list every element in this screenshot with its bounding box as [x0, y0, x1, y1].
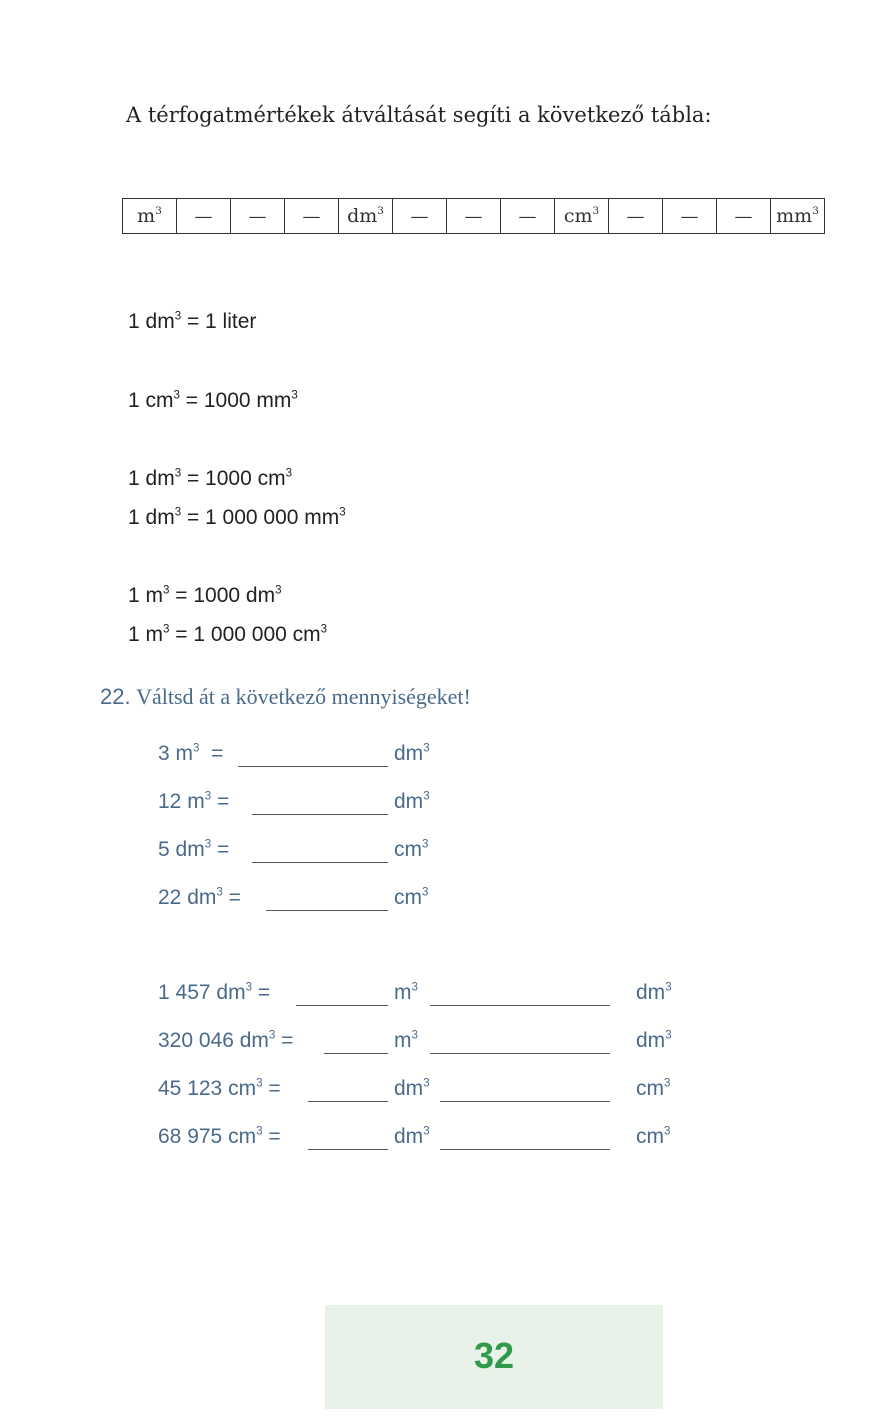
answer-blank[interactable] [430, 981, 610, 1006]
intro-heading: A térfogatmértékek átváltását segíti a következő tábla: [126, 103, 712, 127]
exercise-number: 22. [100, 684, 131, 709]
answer-blank[interactable] [238, 742, 388, 767]
answer-blank[interactable] [430, 1029, 610, 1054]
page-footer [325, 1305, 663, 1409]
fact-line: 1 $dm^3 = 1$ liter [128, 310, 257, 333]
dash-cell: — [447, 199, 501, 234]
answer-blank[interactable] [440, 1077, 610, 1102]
answer-blank[interactable] [440, 1125, 610, 1150]
fact-line: 1 $m^3 = 1000$ $dm^3$ [128, 584, 282, 607]
unit-conversion-table [122, 198, 825, 234]
fact-line: 1 $dm^3 = 1$ 000 000 $mm^3$ [128, 506, 346, 529]
fact-line: 1 $m^3 = 1$ 000 000 $cm^3$ [128, 623, 328, 646]
dash-cell: — [285, 199, 339, 234]
fact-line: 1 $cm^3 = 1000$ $mm^3$ [128, 389, 298, 412]
fact-line: 1 $dm^3 = 1000$ $cm^3$ [128, 467, 293, 490]
exercise-heading [100, 684, 471, 710]
answer-blank[interactable] [266, 886, 388, 911]
dash-cell: — [717, 199, 771, 234]
dash-cell: — [663, 199, 717, 234]
dash-cell: — [393, 199, 447, 234]
dash-cell: — [177, 199, 231, 234]
dash-cell: — [501, 199, 555, 234]
page-number: 32 [473, 1335, 515, 1376]
exercise-title: Váltsd át a következő mennyiségeket! [136, 684, 471, 709]
unit-cell-mm3: $mm^3$ [771, 199, 825, 234]
answer-blank[interactable] [252, 790, 388, 815]
dash-cell: — [609, 199, 663, 234]
unit-cell-m3: $m^3$ [123, 199, 177, 234]
dash-cell: — [231, 199, 285, 234]
answer-blank[interactable] [252, 838, 388, 863]
answer-blank[interactable] [308, 1125, 388, 1150]
answer-blank[interactable] [296, 981, 388, 1006]
answer-blank[interactable] [324, 1029, 388, 1054]
unit-cell-cm3: $cm^3$ [555, 199, 609, 234]
answer-blank[interactable] [308, 1077, 388, 1102]
unit-cell-dm3: $dm^3$ [339, 199, 393, 234]
